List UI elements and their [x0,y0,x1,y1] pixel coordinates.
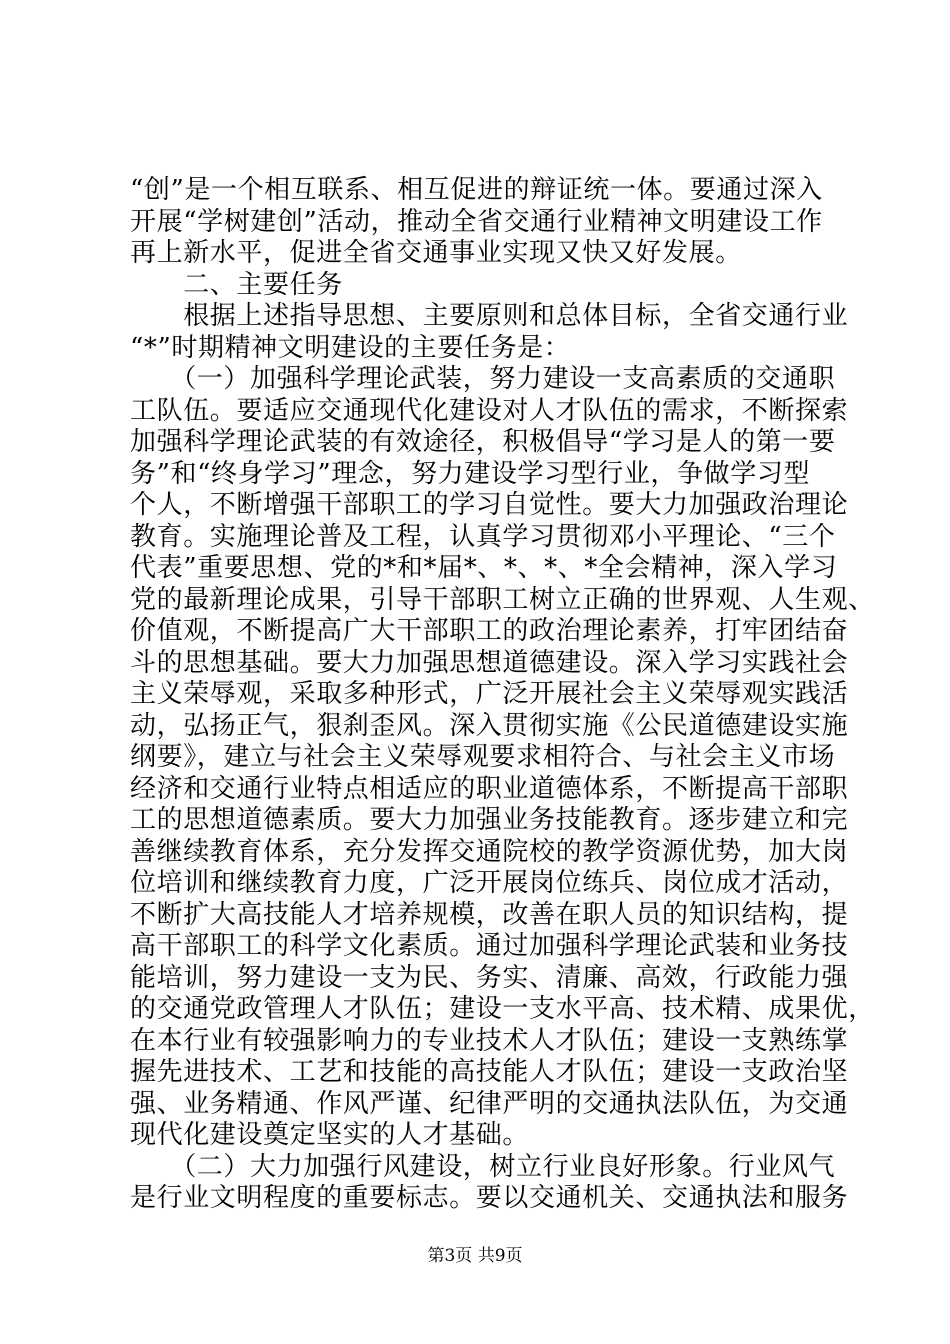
text-line: “*”时期精神文明建设的主要任务是： [130,332,571,363]
text-line: 能培训，努力建设一支为民、务实、清廉、高效，行政能力强 [130,962,849,993]
text-line: 善继续教育体系，充分发挥交通院校的教学资源优势，加大岗 [130,836,849,867]
text-line: （一）加强科学理论武装，努力建设一支高素质的交通职 [130,364,836,394]
text-line: 高干部职工的科学文化素质。通过加强科学理论武装和业务技 [130,931,849,961]
text-line: 二、主要任务 [130,269,343,300]
page-number-footer: 第3页 共9页 [427,1246,523,1266]
text-line: 加强科学理论武装的有效途径，积极倡导“学习是人的第一要 [130,427,836,457]
text-line: 握先进技术、工艺和技能的高技能人才队伍；建设一支政治坚 [130,1057,849,1087]
text-line: 务”和“终身学习”理念，努力建设学习型行业，争做学习型 [130,458,811,489]
text-line: 强、业务精通、作风严谨、纪律严明的交通执法队伍，为交通 [130,1088,849,1119]
text-line: 不断扩大高技能人才培养规模，改善在职人员的知识结构，提 [130,899,849,930]
text-line: 位培训和继续教育力度，广泛开展岗位练兵、岗位成才活动， [130,868,849,898]
text-line: 开展“学树建创”活动，推动全省交通行业精神文明建设工作 [130,206,823,237]
text-line: 代表”重要思想、党的*和*届*、*、*、*全会精神，深入学习 [130,553,838,583]
text-line: 价值观，不断提高广大干部职工的政治理论素养，打牢团结奋 [130,616,849,646]
text-line: 工的思想道德素质。要大力加强业务技能教育。逐步建立和完 [130,805,849,835]
text-line: 是行业文明程度的重要标志。要以交通机关、交通执法和服务 [130,1183,849,1213]
text-line: 再上新水平，促进全省交通事业实现又快又好发展。 [130,238,742,268]
text-line: 经济和交通行业特点相适应的职业道德体系，不断提高干部职 [130,773,849,804]
text-line: 在本行业有较强影响力的专业技术人才队伍；建设一支熟练掌 [130,1025,849,1056]
text-line: 教育。实施理论普及工程，认真学习贯彻邓小平理论、“三个 [130,521,836,552]
text-line: 的交通党政管理人才队伍；建设一支水平高、技术精、成果优， [130,994,875,1024]
text-line: 根据上述指导思想、主要原则和总体目标，全省交通行业 [130,301,849,331]
text-line: （二）大力加强行风建设，树立行业良好形象。行业风气 [130,1151,836,1182]
text-line: 纲要》，建立与社会主义荣辱观要求相符合、与社会主义市场 [130,742,836,772]
text-line: 斗的思想基础。要大力加强思想道德建设。深入学习实践社会 [130,647,849,678]
text-line: 动，弘扬正气，狠刹歪风。深入贯彻实施《公民道德建设实施 [130,710,849,741]
text-line: 个人，不断增强干部职工的学习自觉性。要大力加强政治理论 [130,490,849,520]
document-body [130,175,875,1215]
text-line: 工队伍。要适应交通现代化建设对人才队伍的需求，不断探索 [130,395,849,426]
text-line: 党的最新理论成果，引导干部职工树立正确的世界观、人生观、 [130,584,875,615]
text-line: “创”是一个相互联系、相互促进的辩证统一体。要通过深入 [130,175,823,205]
text-line: 现代化建设奠定坚实的人才基础。 [130,1120,530,1150]
text-line: 主义荣辱观，采取多种形式，广泛开展社会主义荣辱观实践活 [130,679,849,709]
